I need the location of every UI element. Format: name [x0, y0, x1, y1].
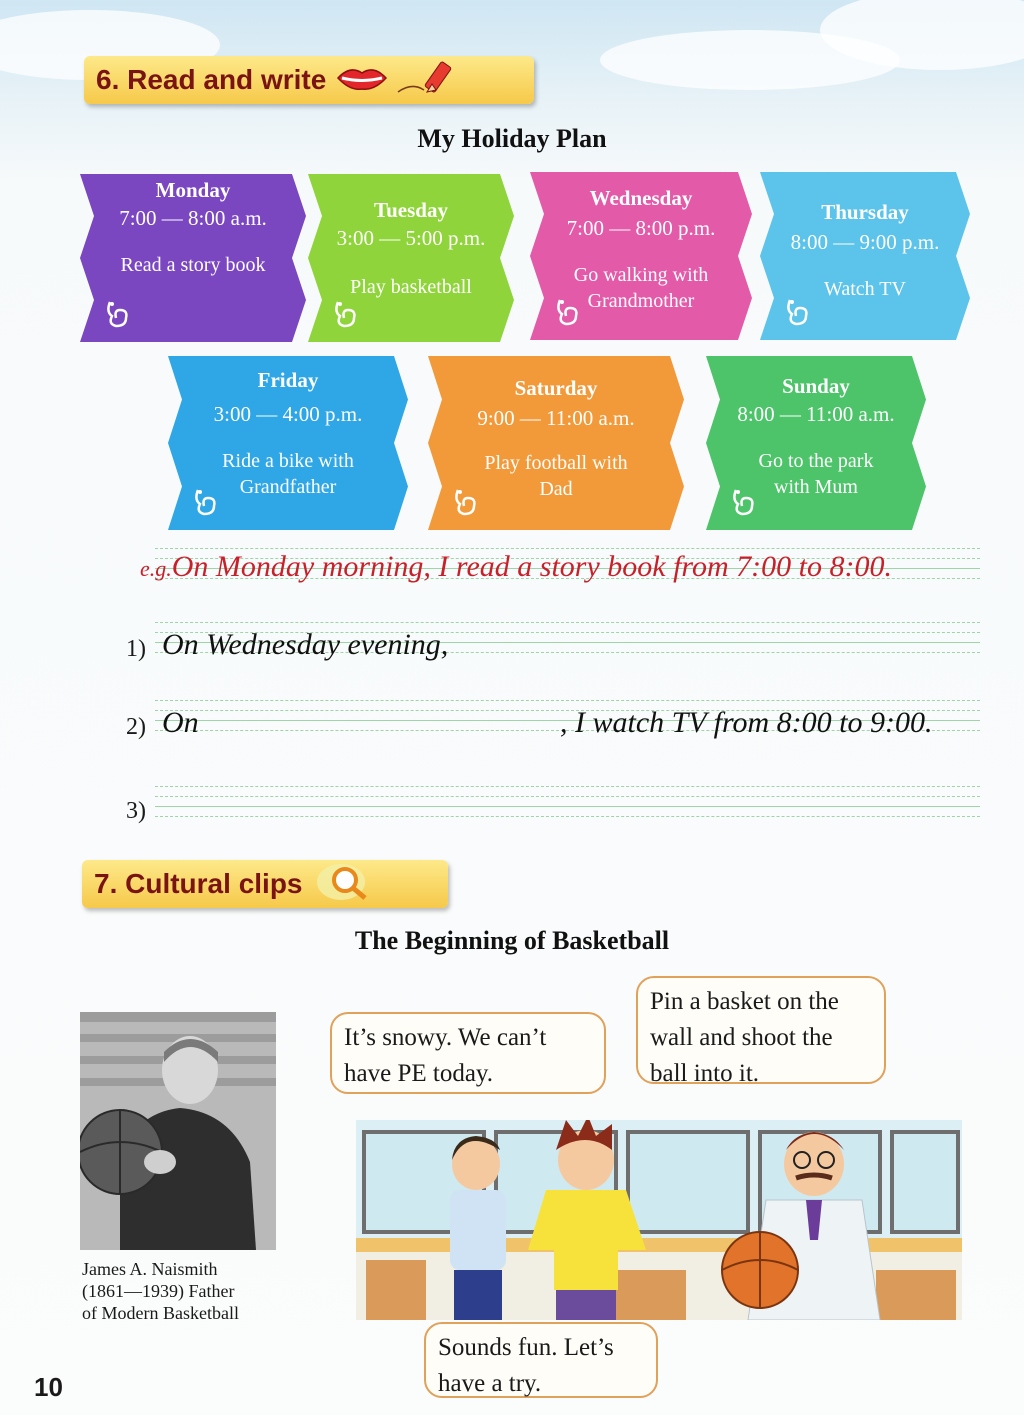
lips-icon: [336, 63, 388, 98]
example-sentence: [140, 550, 892, 584]
plan-card-tuesday: [308, 174, 514, 342]
naismith-photo: [80, 1012, 276, 1250]
doodle-icon: [730, 486, 756, 516]
card-activity: Go to the park: [758, 450, 874, 472]
card-time: 8:00 — 9:00 p.m.: [790, 230, 940, 254]
doodle-icon: [784, 296, 810, 326]
card-activity: Ride a bike with: [222, 450, 354, 472]
caption-line: (1861—1939) Father: [82, 1281, 235, 1301]
card-day: Tuesday: [374, 198, 448, 222]
bubble-line: have PE today.: [344, 1060, 494, 1087]
bubble-line: wall and shoot the: [650, 1024, 833, 1051]
bubble-line: have a try.: [438, 1370, 542, 1397]
speech-bubble-boy: [330, 1012, 606, 1094]
card-day: Saturday: [514, 376, 598, 400]
section-7-label: 7. Cultural clips: [94, 868, 303, 899]
card-activity: Play basketball: [350, 276, 472, 298]
card-activity: Read a story book: [120, 254, 266, 276]
bubble-line: Sounds fun. Let’s: [438, 1334, 614, 1361]
bubble-line: It’s snowy. We can’t: [344, 1024, 547, 1051]
holiday-plan-title: My Holiday Plan: [417, 124, 607, 153]
caption-line: James A. Naismith: [82, 1259, 218, 1279]
card-day: Monday: [155, 178, 231, 202]
section-7-banner: [82, 860, 448, 908]
plan-card-wednesday: [530, 172, 752, 340]
card-activity: Play football with: [484, 452, 628, 474]
card-time: 7:00 — 8:00 a.m.: [119, 206, 267, 230]
answer-field-1[interactable]: [470, 630, 970, 666]
card-time: 7:00 — 8:00 p.m.: [566, 216, 716, 240]
classroom-illustration: [356, 1120, 962, 1320]
page-number: 10: [34, 1372, 63, 1402]
card-activity: Watch TV: [824, 278, 906, 300]
item-1-number: 1): [126, 636, 146, 662]
doodle-icon: [104, 298, 130, 328]
doodle-icon: [554, 296, 580, 326]
item-2-start: On: [162, 706, 199, 739]
bubble-line: Pin a basket on the: [650, 988, 839, 1015]
card-day: Sunday: [782, 374, 850, 398]
card-activity: Grandmother: [587, 290, 695, 312]
doodle-icon: [332, 298, 358, 328]
answer-field-3[interactable]: [160, 786, 975, 826]
doodle-icon: [452, 486, 478, 516]
section-6-banner: [84, 56, 534, 104]
pencil-icon: [394, 58, 464, 103]
card-activity: with Mum: [774, 476, 858, 498]
item-2-end: , I watch TV from 8:00 to 9:00.: [560, 706, 933, 739]
plan-card-monday: [80, 174, 306, 342]
card-time: 3:00 — 4:00 p.m.: [213, 402, 363, 426]
example-prefix: e.g.: [140, 556, 172, 581]
speech-bubble-student: [424, 1322, 658, 1398]
item-2-number: 2): [126, 714, 146, 740]
plan-card-saturday: [428, 356, 684, 530]
plan-card-friday: [168, 356, 408, 530]
item-3-number: 3): [126, 798, 146, 824]
card-day: Friday: [257, 368, 319, 392]
card-time: 9:00 — 11:00 a.m.: [477, 406, 635, 430]
card-activity: Grandfather: [239, 476, 337, 498]
card-time: 8:00 — 11:00 a.m.: [737, 402, 895, 426]
caption-line: of Modern Basketball: [82, 1303, 239, 1323]
answer-field-2[interactable]: [200, 708, 560, 744]
speech-bubble-teacher: [636, 976, 886, 1087]
example-text: On Monday morning, I read a story book from 7:00 to 8:00.: [171, 550, 892, 583]
card-time: 3:00 — 5:00 p.m.: [336, 226, 486, 250]
card-day: Wednesday: [589, 186, 693, 210]
photo-caption: [82, 1258, 239, 1324]
doodle-icon: [192, 486, 218, 516]
bubble-line: ball into it.: [650, 1060, 760, 1087]
basketball-title: The Beginning of Basketball: [354, 926, 670, 955]
item-1-text: On Wednesday evening,: [162, 628, 449, 661]
section-6-label: 6. Read and write: [96, 64, 327, 95]
plan-card-thursday: [760, 172, 970, 340]
magnifier-icon: [315, 860, 375, 909]
card-activity: Dad: [539, 478, 573, 500]
card-day: Thursday: [821, 200, 909, 224]
plan-card-sunday: [706, 356, 926, 530]
card-activity: Go walking with: [573, 264, 709, 286]
